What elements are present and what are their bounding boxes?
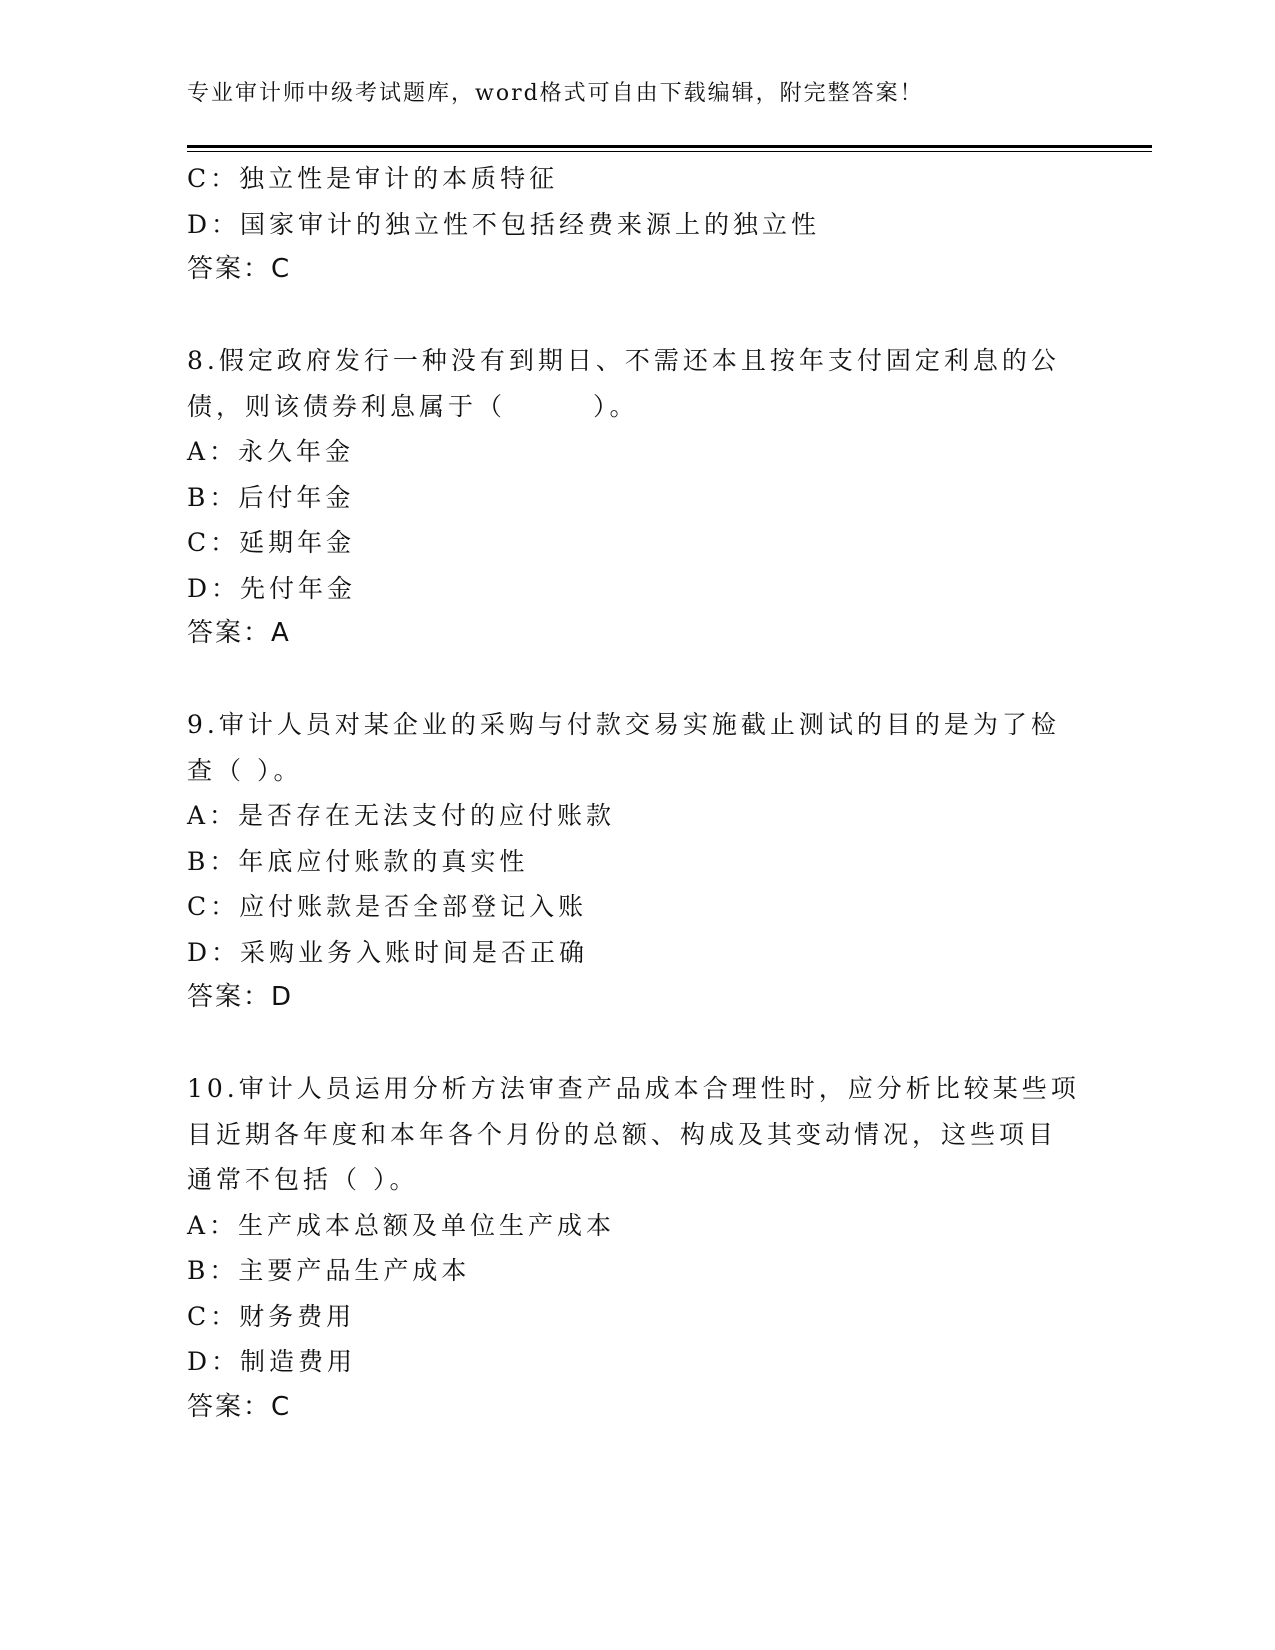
option-line: D：先付年金 bbox=[187, 573, 357, 603]
question-stem: 通常不包括（ ）。 bbox=[187, 1165, 419, 1194]
answer-line: 答案：D bbox=[187, 982, 294, 1012]
page-header: 专业审计师中级考试题库，word格式可自由下载编辑，附完整答案！ bbox=[187, 81, 924, 106]
question-stem: 8.假定政府发行一种没有到期日、不需还本且按年支付固定利息的公 bbox=[187, 346, 1060, 375]
question-stem: 目近期各年度和本年各个月份的总额、构成及其变动情况，这些项目 bbox=[187, 1119, 1058, 1149]
option-line: B：后付年金 bbox=[187, 482, 355, 512]
answer-line: 答案：C bbox=[187, 1391, 292, 1422]
option-line: D：制造费用 bbox=[187, 1347, 357, 1376]
question-stem: 9.审计人员对某企业的采购与付款交易实施截止测试的目的是为了检 bbox=[187, 710, 1060, 739]
question-block-8 bbox=[187, 338, 1087, 657]
option-line: D：采购业务入账时间是否正确 bbox=[187, 937, 589, 967]
option-line: C：独立性是审计的本质特征 bbox=[187, 164, 559, 193]
answer-line: 答案：C bbox=[187, 254, 292, 284]
option-line: A：永久年金 bbox=[187, 437, 355, 466]
question-block-10 bbox=[187, 1066, 1087, 1430]
spacer bbox=[187, 657, 1087, 703]
question-stem: 10.审计人员运用分析方法审查产品成本合理性时，应分析比较某些项 bbox=[187, 1074, 1080, 1103]
option-line: C：延期年金 bbox=[187, 528, 356, 557]
option-line: A：是否存在无法支付的应付账款 bbox=[187, 801, 616, 830]
option-line: C：应付账款是否全部登记入账 bbox=[187, 892, 588, 921]
question-block-9 bbox=[187, 702, 1087, 1021]
option-line: A：生产成本总额及单位生产成本 bbox=[187, 1210, 616, 1240]
spacer bbox=[187, 293, 1087, 339]
header-rule-thick bbox=[187, 145, 1152, 148]
option-line: C：财务费用 bbox=[187, 1301, 356, 1331]
question-content bbox=[187, 156, 1087, 1430]
question-block-7-tail bbox=[187, 156, 1087, 293]
question-stem: 债，则该债券利息属于（ ）。 bbox=[187, 391, 639, 421]
question-stem: 查（ ）。 bbox=[187, 755, 303, 785]
option-line: B：年底应付账款的真实性 bbox=[187, 846, 529, 876]
spacer bbox=[187, 1021, 1087, 1067]
answer-line: 答案：A bbox=[187, 618, 291, 648]
header-rule-thin bbox=[187, 151, 1152, 152]
option-line: B：主要产品生产成本 bbox=[187, 1256, 471, 1285]
option-line: D：国家审计的独立性不包括经费来源上的独立性 bbox=[187, 209, 821, 239]
